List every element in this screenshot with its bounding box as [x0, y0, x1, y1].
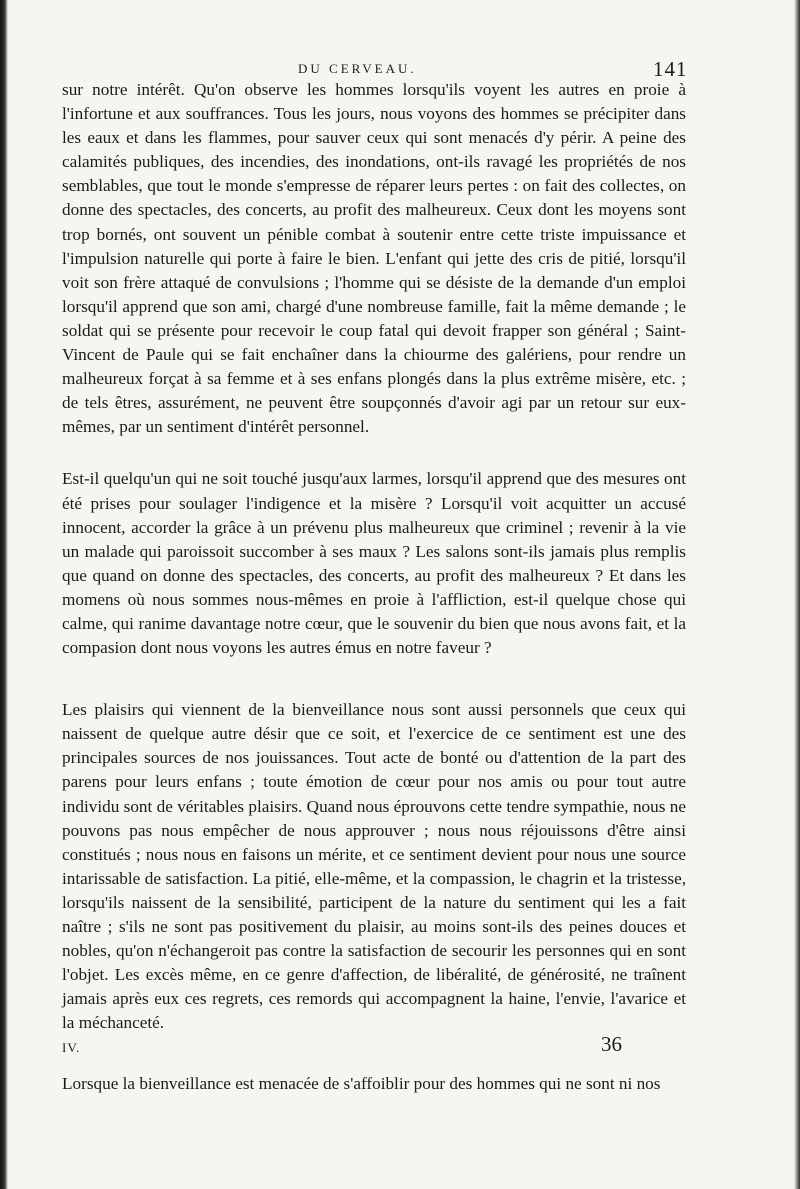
paragraph-1: sur notre intérêt. Qu'on observe les hommes lorsqu'ils voyent les autres en proie à l'infortune et aux souffrances. Tous les jours, nous voyons des hommes se précipiter dans les eaux et dans les flammes, pour sauver ceux qui sont menacés d'y périr. A peine des calamités publiques, des incendies, des inondations, ont-ils ravagé les propriétés de nos semblables, que tout le monde s'empresse de réparer leurs pertes : on fait des collectes, on donne des spectacles, des concerts, au profit des malheureux. Ceux dont les moyens sont trop bornés, ont souvent un pénible combat à soutenir entre cette triste impuissance et l'impulsion naturelle qui porte à faire le bien. L'enfant qui jette des cris de pitié, lorsqu'il voit son frère attaqué de convulsions ; l'homme qui se désiste de la demande d'un emploi lorsqu'il apprend que son ami, chargé d'une nombreuse famille, fait la même demande ; le soldat qui se présente pour recevoir le coup fatal qui devoit frapper son général ; Saint-Vincent de Paule qui se fait enchaîner dans la chiourme des galériens, pour rendre un malheureux forçat à sa femme et à ses enfans plongés dans la plus extrême misère, etc. ; de tels êtres, assurément, ne peuvent être soupçonnés d'avoir agi par un retour sur eux-mêmes, par un sentiment d'intérêt personnel.: [62, 80, 686, 437]
paragraph-3: Les plaisirs qui viennent de la bienveillance nous sont aussi personnels que ceux qui naissent de quelque autre désir que ce soit, et l'exercice de ce sentiment est une des principales sources de nos jouissances. Tout acte de bonté ou d'attention de la part des parens pour leurs enfans ; toute émotion de cœur pour nos amis ou pour tout autre individu sont de véritables plaisirs. Quand nous éprouvons cette tendre sympathie, nous ne pouvons pas nous empêcher de nous approuver ; nous nous réjouissons d'être ainsi constitués ; nous nous en faisons un mérite, et ce sentiment devient pour nous une source intarissable de satisfaction. La pitié, elle-même, et la compassion, le chagrin et la tristesse, lorsqu'ils naissent de la sensibilité, participent de la nature du sentiment qui les a fait naître ; s'ils ne sont pas positivement du plaisir, au moins sont-ils des peines douces et nobles, qu'on n'échangeroit pas contre la satisfaction de secourir les personnes qui en sont l'objet. Les excès même, en ce genre d'affection, de libéralité, de générosité, ne traînent jamais après eux ces regrets, ces remords qui accompagnent la haine, l'envie, l'avarice et la méchanceté.: [62, 700, 686, 1033]
folio-number: 36: [601, 1032, 622, 1056]
paragraph-4: Lorsque la bienveillance est menacée de s'affoiblir pour des hommes qui ne sont ni nos: [62, 1074, 661, 1094]
page-number: 141: [653, 57, 688, 81]
running-title: DU CERVEAU.: [298, 61, 417, 76]
paragraph-2: Est-il quelqu'un qui ne soit touché jusqu'aux larmes, lorsqu'il apprend que des mesures ont été prises pour soulager l'indigence et la misère ? Lorsqu'il voit acquitter un accusé innocent, accorder la grâce à un prévenu plus malheureux que criminel ; revenir à la vie un malade qui paroissoit succomber à ses maux ? Les salons sont-ils jamais plus remplis que quand on donne des spectacles, des concerts, au profit des malheureux ? Et dans les momens où nous sommes nous-mêmes en proie à l'affliction, est-il quelque chose qui calme, qui ranime davantage notre cœur, que le souvenir du bien que nous avons fait, et la compasion dont nous voyons les autres émus en notre faveur ?: [62, 469, 686, 658]
body-text: [62, 78, 686, 1097]
signature-mark: IV.: [62, 1040, 81, 1055]
